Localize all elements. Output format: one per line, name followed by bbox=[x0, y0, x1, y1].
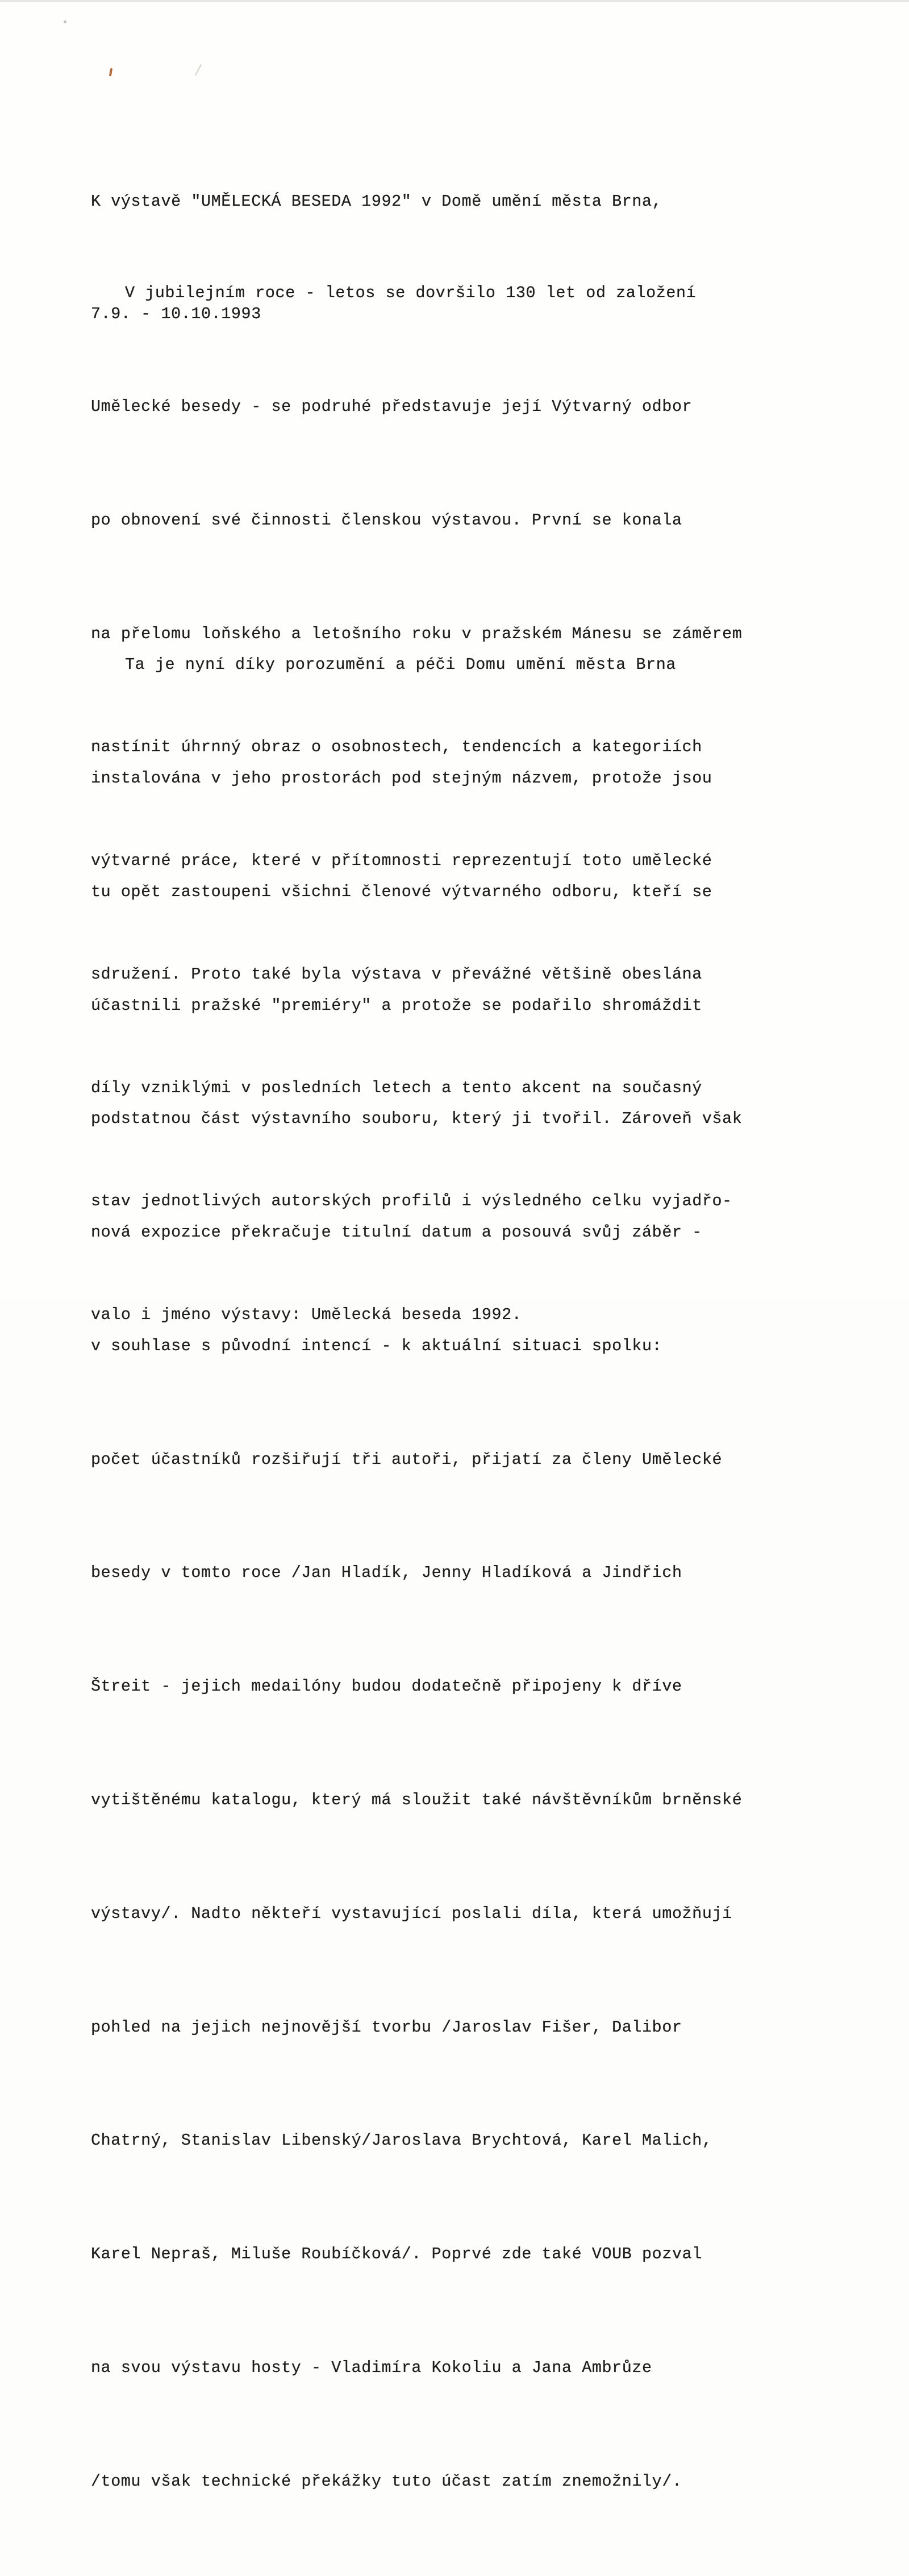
paragraph-2 bbox=[91, 571, 858, 2576]
page-top-edge bbox=[0, 0, 909, 2]
text-line: výstavy/. Nadto někteří vystavující poslali díla, která umožňují bbox=[91, 1904, 732, 1923]
text-line: po obnovení své činnosti členskou výstavou. První se konala bbox=[91, 510, 682, 530]
ink-speck bbox=[64, 20, 66, 23]
text-line: vytištěnému katalogu, který má sloužit také návštěvníkům brněnské bbox=[91, 1791, 743, 1809]
text-line: na přelomu loňského a letošního roku v pražském Mánesu se záměrem bbox=[91, 624, 743, 643]
text-line: Umělecké besedy - se podruhé představuje její Výtvarný odbor bbox=[91, 397, 693, 416]
text-line: díly vzniklými v posledních letech a tento akcent na současný bbox=[91, 1078, 702, 1097]
text-line: valo i jméno výstavy: Umělecká beseda 1992. bbox=[91, 1305, 522, 1325]
text-line: sdružení. Proto také byla výstava v převážné většině obeslána bbox=[91, 964, 702, 984]
text-line: besedy v tomto roce /Jan Hladík, Jenny Hladíková a Jindřich bbox=[91, 1563, 682, 1583]
text-line: V jubilejním roce - letos se dovršilo 130 let od založení bbox=[125, 284, 697, 303]
text-line: nastínit úhrnný obraz o osobnostech, tendencích a kategoriích bbox=[91, 738, 702, 757]
text-line: účastnili pražské "premiéry" a protože se podařilo shromáždit bbox=[91, 996, 702, 1015]
heading-line: 7.9. - 10.10.1993 bbox=[91, 305, 261, 323]
text-line: Chatrný, Stanislav Libenský/Jaroslava Brychtová, Karel Malich, bbox=[91, 2131, 712, 2150]
pen-mark bbox=[109, 68, 112, 76]
text-line: v souhlase s původní intencí - k aktuální situaci spolku: bbox=[91, 1336, 662, 1355]
text-line: Karel Nepraš, Miluše Roubíčková/. Poprvé zde také VOUB pozval bbox=[91, 2245, 702, 2264]
text-line: stav jednotlivých autorských profilů i výsledného celku vyjadřo- bbox=[91, 1192, 732, 1211]
text-line: na svou výstavu hosty - Vladimíra Kokoliu a Jana Ambrůze bbox=[91, 2358, 652, 2377]
heading-line: K výstavě "UMĚLECKÁ BESEDA 1992" v Domě umění města Brna, bbox=[91, 192, 662, 211]
pencil-mark bbox=[195, 64, 202, 76]
text-line: podstatnou část výstavního souboru, který ji tvořil. Zároveň však bbox=[91, 1109, 743, 1129]
text-line: počet účastníků rozšiřují tři autoři, přijatí za členy Umělecké bbox=[91, 1450, 723, 1469]
text-line: Štreit - jejich medailóny budou dodatečně připojeny k dříve bbox=[91, 1677, 682, 1696]
text-line: instalována v jeho prostorách pod stejným názvem, protože jsou bbox=[91, 768, 712, 788]
text-line: /tomu však technické překážky tuto účast zatím znemožnily/. bbox=[91, 2471, 682, 2491]
text-line: nová expozice překračuje titulní datum a posouvá svůj záběr - bbox=[91, 1223, 702, 1242]
text-line: výtvarné práce, které v přítomnosti reprezentují toto umělecké bbox=[91, 851, 712, 871]
text-line: Ta je nyní díky porozumění a péči Domu umění města Brna bbox=[125, 655, 677, 675]
text-line: tu opět zastoupeni všichni členové výtvarného odboru, kteří se bbox=[91, 882, 712, 901]
text-line: pohled na jejich nejnovější tvorbu /Jaroslav Fišer, Dalibor bbox=[91, 2017, 682, 2037]
